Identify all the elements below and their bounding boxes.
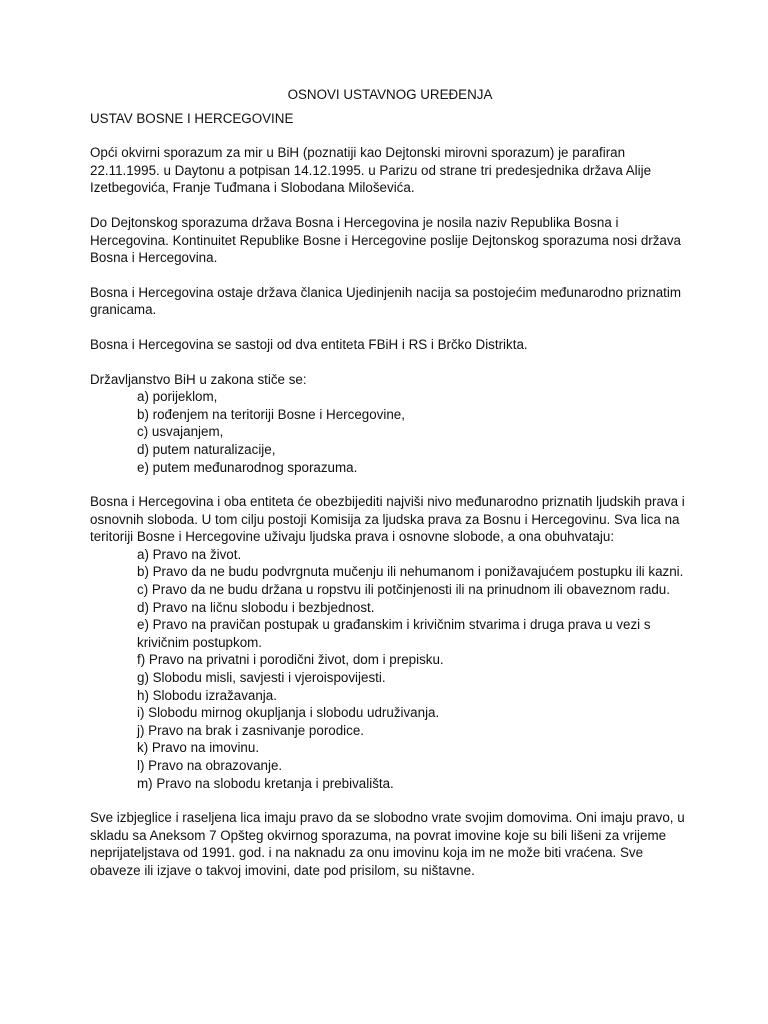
list-item: i) Slobodu mirnog okupljanja i slobodu udruživanja. bbox=[137, 705, 440, 721]
rights-section bbox=[90, 493, 690, 792]
list-item: a) Pravo na život. bbox=[137, 546, 242, 562]
list-item: b) rođenjem na teritoriji Bosne i Hercegovine, bbox=[137, 406, 405, 422]
list-item: m) Pravo na slobodu kretanja i prebivališta. bbox=[137, 775, 394, 791]
paragraph-un-membership: Bosna i Hercegovina ostaje država članica Ujedinjenih nacija sa postojećim međunarodno priznatim granicama. bbox=[90, 284, 681, 318]
rights-list bbox=[90, 546, 690, 792]
list-item: d) putem naturalizacije, bbox=[137, 441, 276, 457]
citizenship-intro: Državljanstvo BiH u zakona stiče se: bbox=[90, 371, 307, 387]
list-item: e) Pravo na pravičan postupak u građanskim i krivičnim stvarima i druga prava u vezi s krivičnim postupkom. bbox=[137, 617, 651, 650]
list-item: d) Pravo na ličnu slobodu i bezbjednost. bbox=[137, 599, 375, 615]
citizenship-list bbox=[90, 388, 690, 476]
paragraph-dayton-agreement: Opći okvirni sporazum za mir u BiH (poznatiji kao Dejtonski mirovni sporazum) je parafiran 22.11.1995. u Daytonu a potpisan 14.12.1995. u Parizu od strane tri predesjednika država Alije Izetbegovića, Franje Tuđmana i Slobodana Miloševića. bbox=[90, 145, 652, 196]
paragraph-refugees: Sve izbjeglice i raseljena lica imaju pravo da se slobodno vrate svojim domovima. Oni imaju pravo, u skladu sa Aneksom 7 Opšteg okvirnog sporazuma, na povrat imovine koje su bili lišeni za vrijeme neprijateljstava od 1991. god. i na naknadu za onu imovinu koja im ne može biti vraćena. Sve obaveze ili izjave o takvoj imovini, date pod prisilom, su ništavne. bbox=[90, 810, 685, 878]
document-subtitle: USTAV BOSNE I HERCEGOVINE bbox=[90, 110, 294, 126]
paragraph-entities: Bosna i Hercegovina se sastoji od dva entiteta FBiH i RS i Brčko Distrikta. bbox=[90, 336, 528, 352]
document-title: OSNOVI USTAVNOG UREĐENJA bbox=[287, 87, 493, 102]
list-item: f) Pravo na privatni i porodični život, dom i prepisku. bbox=[137, 652, 444, 668]
list-item: c) usvajanjem, bbox=[137, 424, 224, 440]
list-item: b) Pravo da ne budu podvrgnuta mučenju ili nehumanom i ponižavajućem postupku ili kazni. bbox=[137, 564, 684, 580]
list-item: j) Pravo na brak i zasnivanje porodice. bbox=[137, 722, 365, 738]
list-item: g) Slobodu misli, savjesti i vjeroispovijesti. bbox=[137, 670, 386, 686]
citizenship-section bbox=[90, 371, 690, 477]
list-item: l) Pravo na obrazovanje. bbox=[137, 758, 283, 773]
list-item: e) putem međunarodnog sporazuma. bbox=[137, 459, 358, 475]
document-page bbox=[90, 86, 690, 897]
list-item: k) Pravo na imovinu. bbox=[137, 740, 260, 756]
list-item: a) porijeklom, bbox=[137, 389, 218, 405]
list-item: c) Pravo da ne budu držana u ropstvu ili potčinjenosti ili na prinudnom ili obaveznom radu. bbox=[137, 582, 670, 598]
paragraph-republic-name: Do Dejtonskog sporazuma država Bosna i Hercegovina je nosila naziv Republika Bosna i Hercegovina. Kontinuitet Republike Bosne i Hercegovine poslije Dejtonskog sporazuma nosi država Bosna i Hercegovina. bbox=[90, 214, 682, 266]
rights-intro: Bosna i Hercegovina i oba entiteta će obezbijediti najviši nivo međunarodno priznatih ljudskih prava i osnovnih sloboda. U tom cilju postoji Komisija za ljudska prava za Bosnu i Hercegovinu. Sva lica na teritoriji Bosne i Hercegovine uživaju ljudska prava i osnovne slobode, a ona obuhvataju: bbox=[90, 494, 685, 545]
list-item: h) Slobodu izražavanja. bbox=[137, 687, 277, 703]
